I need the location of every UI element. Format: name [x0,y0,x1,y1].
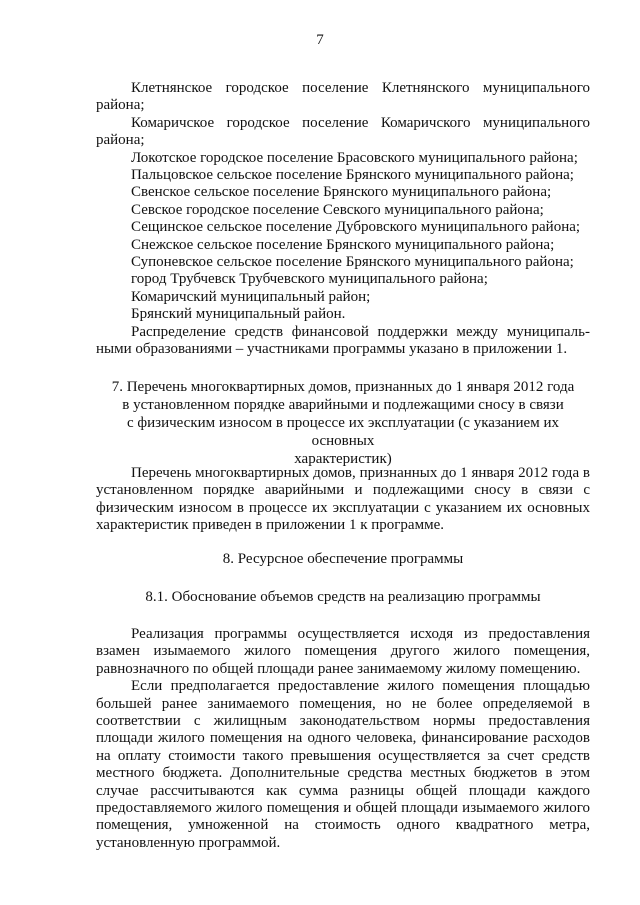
section-8-1-body [96,626,590,852]
heading-line: 7. Перечень многоквартирных домов, признанных до 1 января 2012 года [111,379,575,395]
municipality-list [96,80,590,359]
section-8-heading: 8. Ресурсное обеспечение программы [222,551,464,567]
distribution-paragraph-rest: ными образованиями – участниками программы указано в приложении 1. [96,341,568,358]
heading-line: характеристик) [294,451,392,467]
list-item: Сещинское сельское поселение Дубровского муниципального района; [131,219,581,236]
list-item: Свенское сельское поселение Брянского муниципального района; [131,184,552,201]
heading-line: с физическим износом в процессе их эксплуатации (с указанием их основных [127,415,559,449]
list-item: Пальцовское сельское поселение Брянского муниципального района; [131,167,574,184]
page-number: 7 [316,32,324,48]
list-item: Севское городское поселение Севского муниципального района; [131,201,544,218]
list-item: Локотское городское поселение Брасовского муниципального района; [131,149,578,166]
list-item-continuation: района; [96,97,145,114]
section-8-1-heading: 8.1. Обоснование объемов средств на реализацию программы [145,589,541,605]
list-item: Супоневское сельское поселение Брянского муниципального района; [131,254,574,271]
list-item-first-line: Клетнянское городское поселение Клетнянского муниципального [131,80,590,96]
list-item: город Трубчевск Трубчевского муниципального района; [131,271,488,288]
heading-line: в установленном порядке аварийными и подлежащими сносу в связи [122,397,564,413]
section-8-1-heading-block [96,589,590,606]
section-7-body [96,465,590,535]
list-item: Комаричский муниципальный район; [131,288,371,305]
list-item-continuation: района; [96,132,145,149]
section-7-paragraph: Перечень многоквартирных домов, признанных до 1 января 2012 года в установленном порядке аварийными и подлежащими сносу в связи с физическим износом в процессе их эксплуатации с указанием их основных характеристик приведен в приложении 1 к программе. [96,465,590,534]
section-8-1-paragraph-2: Если предполагается предоставление жилого помещения площадью большей ранее занимаемого помещения, но не более определяемой в соответствии с жилищным законодательством нормы предоставления площади жилого помещения на одного человека, финансирование расходов на оплату стоимости такого превышения осуществляется за счет средств местного бюджета. Дополнительные средства местных бюджетов в этом случае рассчитываются как сумма разницы общей площади каждого предоставляемого жилого помещения и общей площади изымаемого жилого помещения, умноженной на стоимость одного квадратного метра, установленную программой. [96,678,590,851]
list-item-first-line: Комаричское городское поселение Комаричского муниципального [131,114,590,131]
list-item: Снежское сельское поселение Брянского муниципального района; [131,236,555,253]
distribution-paragraph-first-line: Распределение средств финансовой поддержки между муниципаль- [131,323,590,340]
section-8-1-paragraph-1: Реализация программы осуществляется исходя из предоставления взамен изымаемого жилого помещения другого жилого помещения, равнозначного по общей площади ранее занимаемому жилому помещению. [96,626,590,677]
list-item: Брянский муниципальный район. [131,306,346,323]
section-8-heading-block [96,551,590,568]
section-7-heading [96,378,590,468]
